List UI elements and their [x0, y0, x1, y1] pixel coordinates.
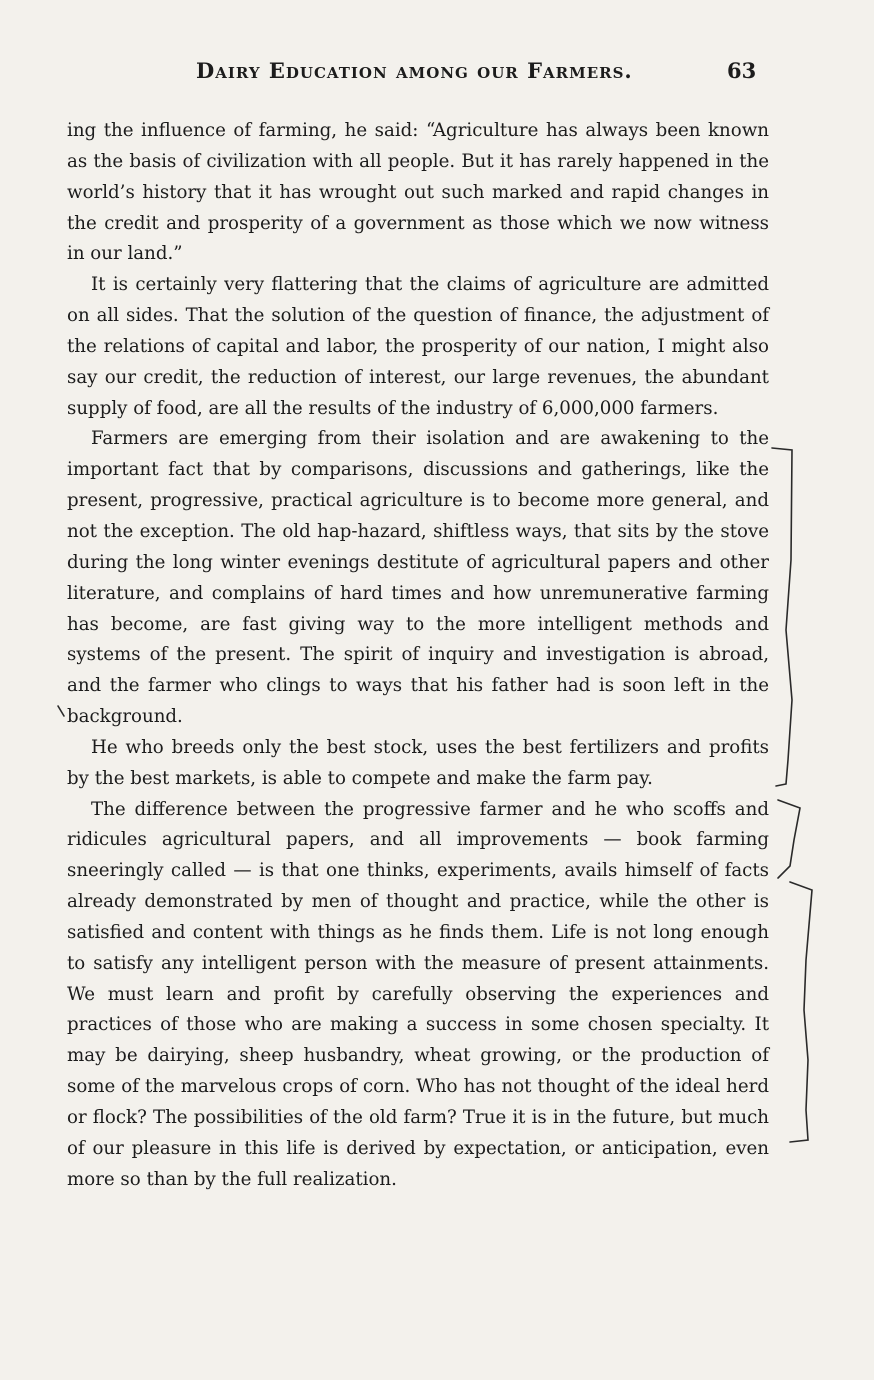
margin-tick-1 [58, 706, 64, 716]
margin-bracket-1 [772, 448, 792, 786]
page-number: 63 [727, 58, 757, 83]
paragraph-3: Farmers are emerging from their isolation and are awakening to the important fact that by comparisons, discussions and gatherings, like the present, progressive, practical agriculture is to become more general, and not the exception. The old hap-hazard, shiftless ways, that sits by the stove during the long winter evenings destitute of agricultural papers and other literature, and complains of hard times and how unremunerative farming has become, are fast giving way to the more intelligent methods and systems of the present. The spirit of inquiry and investigation is abroad, and the farmer who clings to ways that his father had is soon left in the background. [67, 428, 769, 728]
paragraph-5: The difference between the progressive farmer and he who scoffs and ridicules agricultural papers, and all improvements — book farming sneeringly called — is that one thinks, experiments, avails himself of facts already demonstrated by men of thought and practice, while the other is satisfied and content with things as he finds them. Life is not long enough to satisfy any intelligent person with the measure of present attainments. We must learn and profit by carefully observing the experiences and practices of those who are making a success in some chosen specialty. It may be dairying, sheep husbandry, wheat growing, or the production of some of the marvelous crops of corn. Who has not thought of the ideal herd or flock? The possibilities of the old farm? True it is in the future, but much of our pleasure in this life is derived by expectation, or anticipation, even more so than by the full realization. [67, 798, 769, 1190]
paragraph-2: It is certainly very flattering that the claims of agriculture are admitted on all sides. That the solution of the question of finance, the adjustment of the relations of capital and labor, the prosperity of our nation, I might also say our credit, the reduction of interest, our large revenues, the abundant supply of food, are all the results of the industry of 6,000,000 farmers. [67, 274, 769, 419]
paragraph-4: He who breeds only the best stock, uses the best fertilizers and profits by the best markets, is able to compete and make the farm pay. [67, 736, 769, 789]
running-title: Dairy Education among our Farmers. [196, 58, 633, 83]
margin-bracket-2 [778, 800, 800, 878]
body-text [67, 116, 769, 1196]
margin-bracket-3 [790, 882, 812, 1142]
running-header [0, 58, 874, 92]
paragraph-1: ing the influence of farming, he said: “Agriculture has always been known as the basis of civilization with all people. But it has rarely happened in the world’s history that it has wrought out such marked and rapid changes in the credit and prosperity of a government as those which we now witness in our land.” [67, 120, 769, 265]
